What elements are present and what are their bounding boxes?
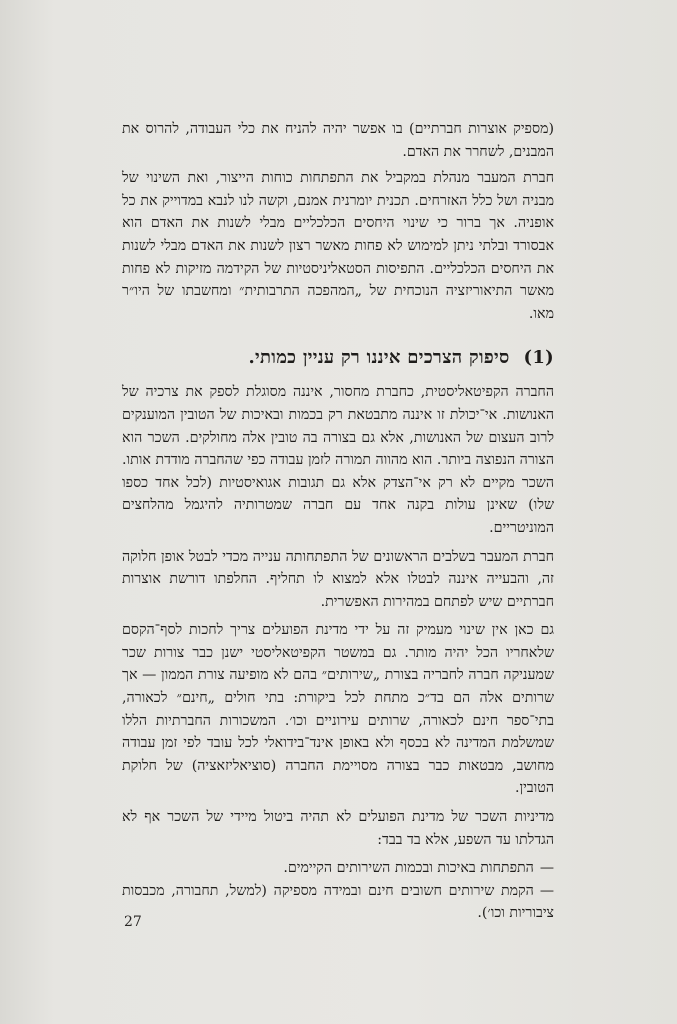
body-paragraph-3: גם כאן אין שינוי מעמיק זה על ידי מדינת הפועלים צריך לחכות לסף־הקסם שלאחריו הכל יהיה מותר. גם במשטר הקפיטאליסטי ישנן כבר צורות שכר שמעניקה חברה לחבריה בצורת „שירותים״ בהם לא מופיעה צורת הממון — אך שרותים אלה הם בד״כ מתחת לכל ביקורת: בתי חולים „חינם״ לכאורה, בתי־ספר חינם לכאורה, שרותים עירוניים וכו׳. המשכורות החברתיות הללו שמשלמת המדינה לא בכסף ולא באופן אינד־בידואלי לכל עובד לפי זמן עבודה מחושב, מבטאות כבר בצורה מסויימת החברה (סוציאליזאציה) של חלוקת הטובין.	[122, 622, 554, 797]
list-item	[122, 857, 554, 880]
wage-policy-list	[122, 857, 554, 925]
list-item	[122, 880, 554, 925]
page-number: 27	[124, 914, 142, 930]
intro-paragraph-1: (מספיק אוצרות חברתיים) בו אפשר יהיה להניח את כלי העבודה, להרוס את המבנים, לשחרר את האדם.	[122, 121, 554, 160]
list-dash: —	[539, 882, 554, 899]
list-dash: —	[539, 860, 554, 877]
list-item-text: התפתחות באיכות ובכמות השירותים הקיימים.	[283, 860, 534, 877]
body-paragraph-2: חברת המעבר בשלבים הראשונים של התפתחותה ענייה מכדי לבטל אופן חלוקה זה, והבעייה איננה לבטלו אלא למצוא לו תחליף. החלפתו דורשת אוצרות חברתיים שיש לפתחם במהירות האפשרית.	[122, 548, 554, 610]
intro-paragraph-2: חברת המעבר מנהלת במקביל את התפתחות כוחות הייצור, ואת השינוי של מבניה ושל כלל האזרחים. תכנית יומרנית אמנם, וקשה לנו לנבא במדוייק את כל אופניה. אך ברור כי שינוי היחסים הכלכליים מבלי לשנות את האדם הוא אבסורד ובלתי ניתן למימוש לא פחות מאשר רצון לשנות את האדם מבלי לשנות את היחסים הכלכליים. התפיסות הסטאליניסטיות של הקידמה מזיקות לא פחות מאשר התיאוריזציה הנוכחית של „המהפכה התרבותית״ ומחשבתו של היו״ר מאו.	[122, 170, 554, 322]
body-paragraph-4: מדיניות השכר של מדינת הפועלים לא תהיה ביטול מיידי של השכר אף לא הגדלתו עד השפע, אלא בד בבד:	[122, 809, 554, 848]
section-heading	[122, 345, 554, 371]
section-number: (1)	[523, 347, 554, 369]
body-paragraph-1: החברה הקפיטאליסטית, כחברת מחסור, איננה מסוגלת לספק את צרכיה של האנושות. אי־יכולת זו איננה מתבטאת רק בכמות ובאיכות של הטובין המוענקים לרוב העצום של האנושות, אלא גם בצורה בה טובין אלה מחולקים. השכר הוא הצורה הנפוצה ביותר. הוא מהווה תמורה לזמן עבודה כפי שהחברה מודדת אותו. השכר מקיים לא רק אי־הצדק אלא גם תגובות אגואיסטיות (לכל אחד כספו שלו) שאינן עולות בקנה אחד עם חברה שמטרותיה להיגמל מהלחצים המוניטריים.	[122, 384, 554, 536]
list-item-text: הקמת שירותים חשובים חינם ובמידה מספיקה (למשל, תחבורה, מכבסות ציבוריות וכו׳).	[122, 882, 554, 922]
section-title: סיפוק הצרכים איננו רק עניין כמותי.	[248, 347, 510, 369]
text-column	[122, 118, 554, 925]
